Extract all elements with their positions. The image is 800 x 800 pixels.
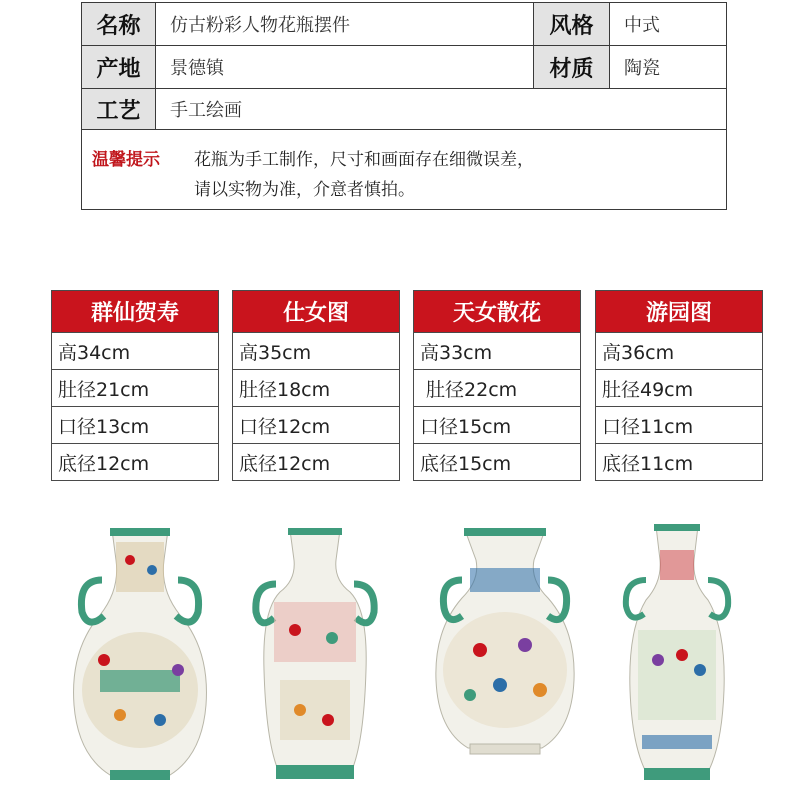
info-row-origin-material — [82, 46, 726, 89]
spec-height: 高36cm — [596, 332, 762, 369]
vase-shinv-image — [240, 520, 390, 795]
spec-table-qunxian — [51, 290, 219, 481]
spec-height: 高35cm — [233, 332, 399, 369]
name-label: 名称 — [82, 3, 156, 45]
spec-mouth-diameter: 口径11cm — [596, 406, 762, 443]
spec-base-diameter: 底径15cm — [414, 443, 580, 480]
vase-tiannv-image — [430, 520, 580, 765]
spec-belly-diameter: 肚径22cm — [414, 369, 580, 406]
spec-table-youyuan — [595, 290, 763, 481]
name-value: 仿古粉彩人物花瓶摆件 — [156, 3, 534, 45]
notice-line-1: 花瓶为手工制作，尺寸和画面存在细微误差， — [194, 150, 534, 170]
spec-belly-diameter: 肚径49cm — [596, 369, 762, 406]
material-label: 材质 — [534, 46, 610, 88]
notice-line-2: 请以实物为准，介意者慎拍。 — [194, 180, 415, 200]
spec-base-diameter: 底径12cm — [52, 443, 218, 480]
info-row-craft — [82, 89, 726, 130]
spec-mouth-diameter: 口径12cm — [233, 406, 399, 443]
vase-qunxian-image — [60, 520, 220, 790]
spec-table-tiannv — [413, 290, 581, 481]
spec-belly-diameter: 肚径21cm — [52, 369, 218, 406]
spec-belly-diameter: 肚径18cm — [233, 369, 399, 406]
material-value: 陶瓷 — [624, 58, 660, 79]
spec-height: 高33cm — [414, 332, 580, 369]
vase-youyuan-image — [612, 520, 742, 795]
spec-base-diameter: 底径11cm — [596, 443, 762, 480]
style-label: 风格 — [534, 3, 610, 45]
spec-mouth-diameter: 口径15cm — [414, 406, 580, 443]
spec-base-diameter: 底径12cm — [233, 443, 399, 480]
spec-table-shinv — [232, 290, 400, 481]
notice-label: 温馨提示 — [92, 150, 160, 170]
info-row-name-style — [82, 3, 726, 46]
spec-title: 天女散花 — [414, 291, 580, 332]
craft-value: 手工绘画 — [170, 100, 242, 121]
product-info-table — [81, 2, 727, 210]
spec-height: 高34cm — [52, 332, 218, 369]
craft-label: 工艺 — [82, 89, 156, 129]
spec-title: 游园图 — [596, 291, 762, 332]
origin-label: 产地 — [82, 46, 156, 88]
origin-value: 景德镇 — [156, 46, 534, 88]
spec-title: 群仙贺寿 — [52, 291, 218, 332]
spec-title: 仕女图 — [233, 291, 399, 332]
spec-mouth-diameter: 口径13cm — [52, 406, 218, 443]
style-value: 中式 — [624, 15, 660, 36]
